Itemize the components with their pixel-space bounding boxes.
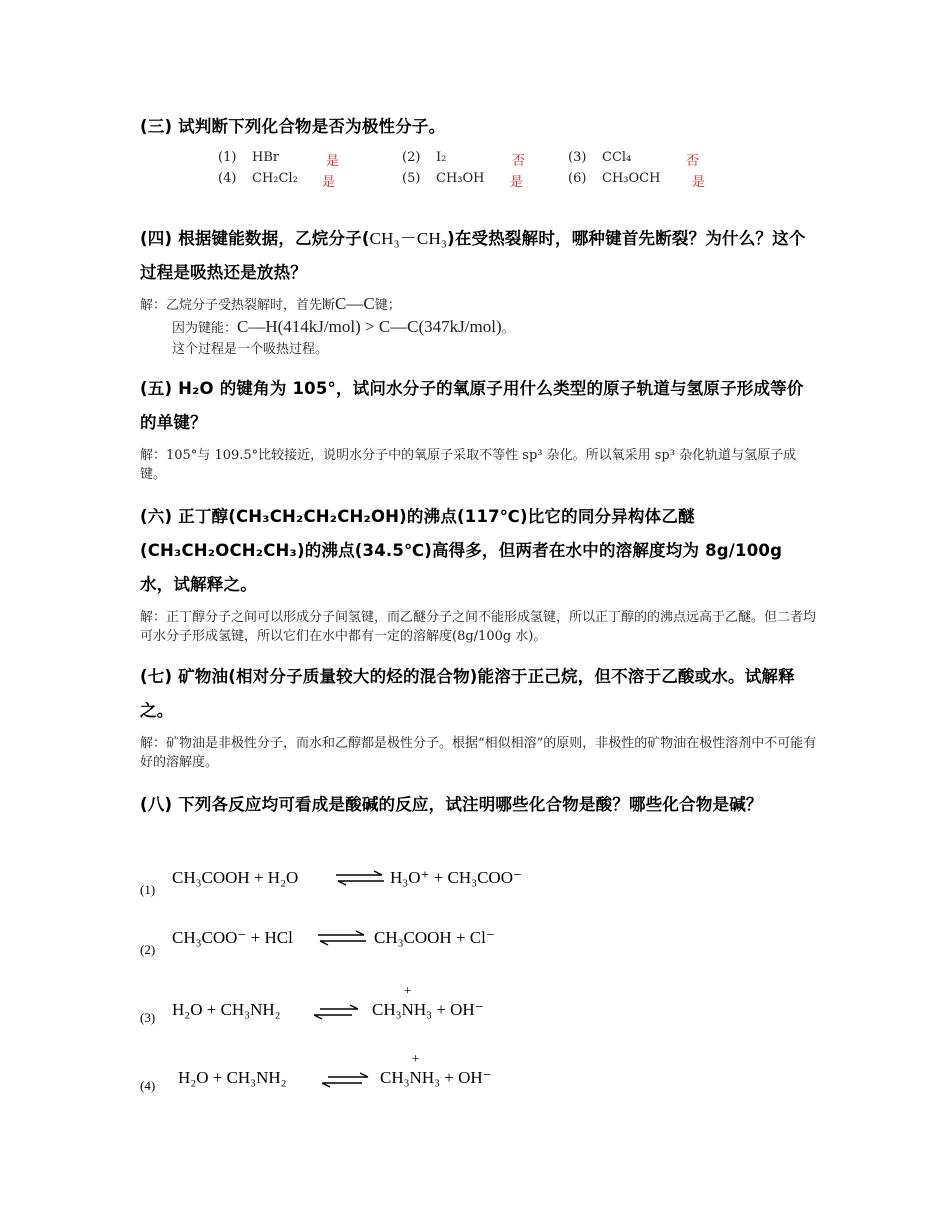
reaction-number: (1) xyxy=(140,882,156,897)
reaction-products xyxy=(372,984,484,1020)
polarity-answer: 是 xyxy=(692,175,706,190)
reaction-number: (4) xyxy=(140,1078,156,1093)
reaction-products xyxy=(380,1052,492,1088)
products-rest: H₃ + OH⁻ xyxy=(421,1068,492,1087)
question-3-title: (三) 试判断下列化合物是否为极性分子。 xyxy=(140,117,446,136)
compound-name: I₂ xyxy=(436,150,447,165)
item-number: (5) xyxy=(402,171,421,186)
answer-6: 解：正丁醇分子之间可以形成分子间氢键，而乙醚分子之间不能形成氢键，所以正丁醇的的沸点远高于乙醚。但二者均可水分子形成氢键，所以它们在水中都有一定的溶解度(8g/100g 水)。 xyxy=(140,610,817,644)
reaction-number: (2) xyxy=(140,942,156,957)
positive-charge: + xyxy=(411,1052,420,1067)
answer-4-text: 。 xyxy=(501,321,515,336)
reaction-reactants: H₂O + CH₃NH₂ xyxy=(172,1000,281,1019)
equilibrium-arrow-icon xyxy=(320,1072,370,1088)
reaction-reactants: CH₃COOH + H₂O xyxy=(172,868,299,887)
answer-4-text: 键； xyxy=(374,298,401,313)
answer-4 xyxy=(140,294,820,359)
reaction-products: CH₃COOH + Cl⁻ xyxy=(374,928,495,947)
question-5-title: (五) H₂O 的键角为 105°，试问水分子的氧原子用什么类型的原子轨道与氢原子形成等价的单键？ xyxy=(140,379,804,432)
polarity-answer: 是 xyxy=(326,154,340,169)
equilibrium-arrow-icon xyxy=(334,870,386,886)
item-number: (2) xyxy=(402,150,421,165)
polarity-answer: 是 xyxy=(322,175,336,190)
answer-5: 解：105°与 109.5°比较接近，说明水分子中的氧原子采取不等性 sp³ 杂化。所以氧采用 sp³ 杂化轨道与氢原子成键。 xyxy=(140,448,797,482)
question-4-title-end: )在受热裂解时，哪种键首先断裂？为什么？这个过程是吸热还是放热？ xyxy=(140,229,806,282)
compound-name: CH₃OH xyxy=(436,171,485,186)
polarity-answer: 是 xyxy=(510,175,524,190)
item-number: (6) xyxy=(568,171,587,186)
nitrogen-atom: N xyxy=(401,1000,414,1019)
question-8-title: (八) 下列各反应均可看成是酸碱的反应，试注明哪些化合物是酸？哪些化合物是碱？ xyxy=(140,795,763,814)
answer-4-line-2 xyxy=(140,317,820,338)
answer-4-line-3: 这个过程是一个吸热过程。 xyxy=(172,342,329,357)
question-6-title: (六) 正丁醇(CH₃CH₂CH₂CH₂OH)的沸点(117℃)比它的同分异构体乙醚(CH₃CH₂OCH₂CH₃)的沸点(34.5℃)高得多，但两者在水中的溶解度均为 8g/100g 水，试解释之。 xyxy=(140,507,783,594)
answer-4-text: 解：乙烷分子受热裂解时，首先断 xyxy=(140,298,336,313)
question-4-title xyxy=(140,222,820,290)
compound-name: CH₂Cl₂ xyxy=(252,171,298,186)
ethane-formula: CH₃－CH₃ xyxy=(369,229,448,248)
question-7-title: (七) 矿物油(相对分子质量较大的烃的混合物)能溶于正己烷，但不溶于乙酸或水。试解释之。 xyxy=(140,667,795,720)
reaction-2 xyxy=(140,928,740,964)
reaction-4 xyxy=(140,1052,740,1102)
item-number: (1) xyxy=(218,150,237,165)
cc-bond: C—C xyxy=(335,294,375,313)
reaction-3 xyxy=(140,984,740,1034)
question-4-title-start: (四) 根据键能数据，乙烷分子( xyxy=(140,229,370,248)
reaction-products: H₃O⁺ + CH₃COO⁻ xyxy=(390,868,522,887)
item-number: (4) xyxy=(218,171,237,186)
answer-7: 解：矿物油是非极性分子，而水和乙醇都是极性分子。根据“相似相溶”的原则，非极性的矿物油在极性溶剂中不可能有好的溶解度。 xyxy=(140,736,817,770)
methyl-group: CH₃ xyxy=(380,1068,410,1087)
charged-nitrogen xyxy=(409,1052,422,1088)
reaction-number: (3) xyxy=(140,1010,156,1025)
bond-energy-comparison: C—H(414kJ/mol) > C—C(347kJ/mol) xyxy=(237,317,502,336)
compound-name: CCl₄ xyxy=(602,150,632,165)
equilibrium-arrow-icon xyxy=(312,1004,360,1020)
reaction-reactants: CH₃COO⁻ + HCl xyxy=(172,928,293,947)
answer-4-text: 因为键能： xyxy=(172,321,238,336)
reaction-1 xyxy=(140,868,740,904)
compound-name: HBr xyxy=(252,150,280,165)
methyl-group: CH₃ xyxy=(372,1000,402,1019)
positive-charge: + xyxy=(403,984,412,999)
item-number: (3) xyxy=(568,150,587,165)
compound-name: CH₃OCH xyxy=(602,171,661,186)
charged-nitrogen xyxy=(401,984,414,1020)
polarity-answer: 否 xyxy=(686,154,700,169)
nitrogen-atom: N xyxy=(409,1068,422,1087)
reaction-reactants: H₂O + CH₃NH₂ xyxy=(178,1068,287,1087)
products-rest: H₃ + OH⁻ xyxy=(413,1000,484,1019)
answer-4-line-1 xyxy=(140,294,820,315)
polarity-answer: 否 xyxy=(512,154,526,169)
equilibrium-arrow-icon xyxy=(316,930,368,946)
